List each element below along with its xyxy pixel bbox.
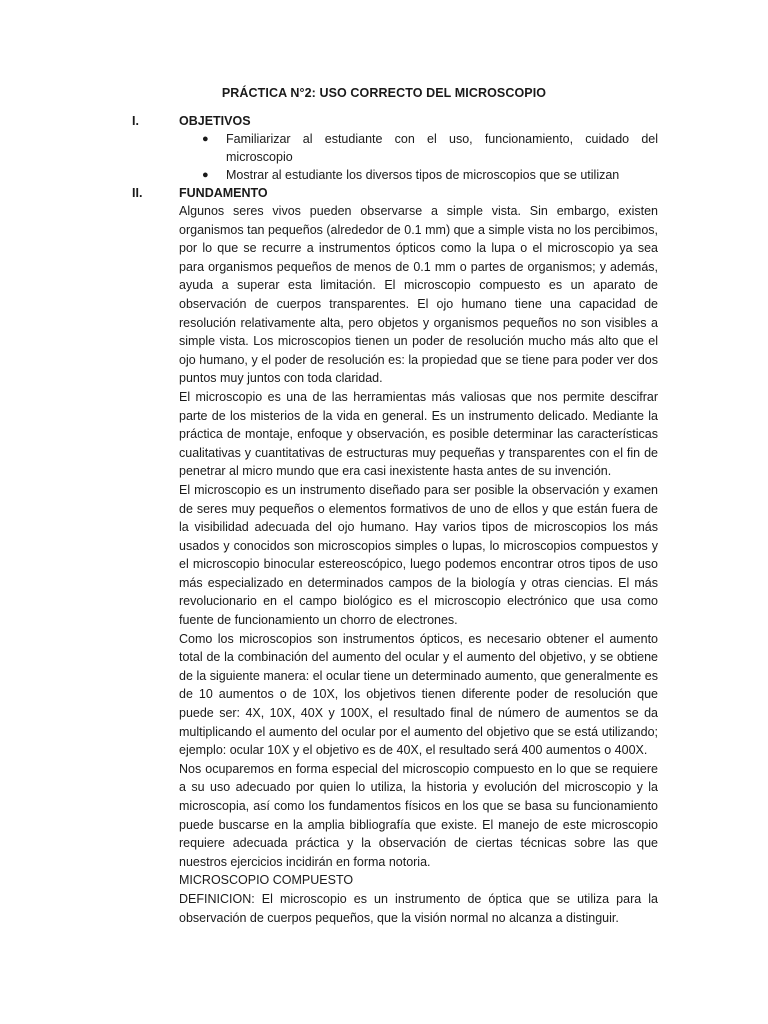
section-2-heading: FUNDAMENTO bbox=[179, 186, 268, 200]
paragraph: El microscopio es un instrumento diseñado para ser posible la observación y examen de seres muy pequeños o elementos formativos de uno de ellos y que están fuera de la visibilidad adecuada del ojo humano. Hay varios tipos de microscopios los más usados y conocidos son microscopios simples o lupas, lo microscopios compuestos y el microscopio binocular estereoscópico, luego podemos encontrar otros tipos de uso más especializado en determinados campos de la biología y otras ciencias. El más revolucionario en el campo biológico es el microscopio electrónico que usa como fuente de funcionamiento un chorro de electrones. bbox=[179, 482, 658, 628]
objectives-list bbox=[202, 130, 658, 184]
objective-text: Familiarizar al estudiante con el uso, funcionamiento, cuidado del microscopio bbox=[226, 132, 658, 164]
paragraph: Como los microscopios son instrumentos ópticos, es necesario obtener el aumento total de la combinación del aumento del ocular y el aumento del objetivo, y se obtiene de la siguiente manera: el ocular tiene un determinado aumento, que generalmente es de 10 aumentos o de 10X, los objetivos tienen diferente poder de resolución que puede ser: 4X, 10X, 40X y 100X, el resultado final de número de aumentos se da multiplicando el aumento del ocular por el aumento del objetivo que se está utilizando; ejemplo: ocular 10X y el objetivo es de 40X, el resultado será 400 aumentos o 400X. bbox=[179, 631, 658, 758]
paragraph: DEFINICION: El microscopio es un instrumento de óptica que se utiliza para la observación de cuerpos pequeños, que la visión normal no alcanza a distinguir. bbox=[179, 891, 658, 925]
document-title: PRÁCTICA N°2: USO CORRECTO DEL MICROSCOPIO bbox=[221, 86, 547, 100]
list-item bbox=[202, 166, 658, 184]
section-1-heading: OBJETIVOS bbox=[179, 114, 251, 128]
subheading: MICROSCOPIO COMPUESTO bbox=[179, 873, 354, 888]
list-item bbox=[202, 130, 658, 166]
bullet-icon: ● bbox=[202, 169, 209, 181]
fundamento-body bbox=[179, 202, 658, 927]
paragraph: Algunos seres vivos pueden observarse a simple vista. Sin embargo, existen organismos tan pequeños (alrededor de 0.1 mm) que a simple vista no los percibimos, por lo que se recurre a instrumentos ópticos como la lupa o el microscopio ya sea para organismos pequeños de menos de 0.1 mm o partes de organismos; y además, ayuda a superar esta limitación. El microscopio compuesto es un aparato de observación de cuerpos transparentes. El ojo humano tiene una capacidad de resolución relativamente alta, pero objetos y organismos pequeños no son visibles a simple vista. Los microscopios tienen un poder de resolución mucho más alto que el ojo humano, y el poder de resolución es: la propiedad que se tiene para poder ver dos puntos muy juntos con toda claridad. bbox=[179, 204, 658, 386]
paragraph: El microscopio es una de las herramientas más valiosas que nos permite descifrar parte de los misterios de la vida en general. Es un instrumento delicado. Mediante la práctica de montaje, enfoque y observación, es posible determinar las características cualitativas y cuantitativas de estructuras muy pequeñas y transparentes con el fin de penetrar al micro mundo que era casi inexistente hasta antes de su invención. bbox=[179, 389, 658, 479]
objective-text: Mostrar al estudiante los diversos tipos de microscopios que se utilizan bbox=[226, 168, 620, 182]
section-1-number: I. bbox=[132, 114, 139, 128]
bullet-icon: ● bbox=[202, 133, 209, 145]
section-2-number: II. bbox=[132, 186, 143, 200]
paragraph: Nos ocuparemos en forma especial del microscopio compuesto en lo que se requiere a su uso adecuado por quien lo utiliza, la historia y evolución del microscopio y la microscopia, así como los fundamentos físicos en los que se basa su funcionamiento puede buscarse en la amplia bibliografía que existe. El manejo de este microscopio requiere adecuada práctica y la observación de ciertas técnicas sobre las que nuestros ejercicios incidirán en forma notoria. bbox=[179, 761, 658, 869]
